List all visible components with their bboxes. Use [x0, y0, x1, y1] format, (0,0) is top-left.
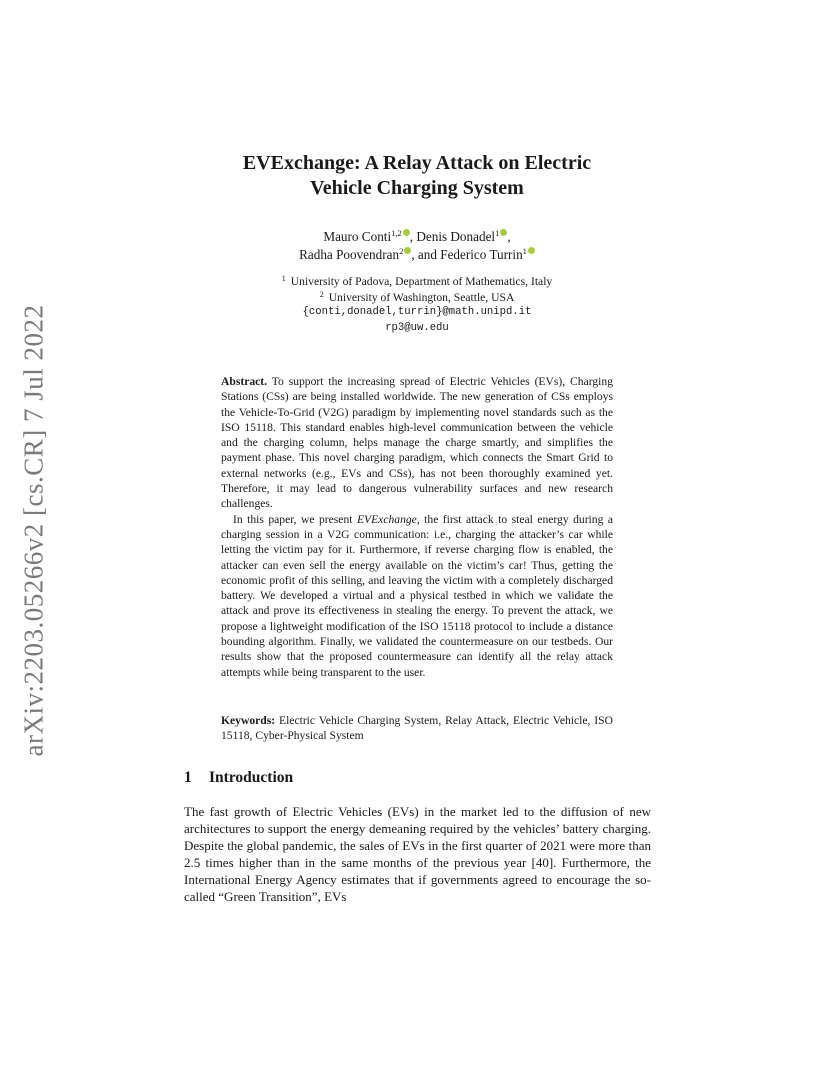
title-line-2: Vehicle Charging System	[310, 177, 524, 199]
author-list	[150, 228, 684, 264]
author-separator: ,	[507, 229, 511, 244]
abstract-paragraph-2	[221, 512, 613, 680]
affiliation-number: 1	[281, 274, 286, 283]
abstract-text: , the first attack to steal energy during a charging session in a V2G communication: i.e., charging the attacker’s car while letting the victim pay for it. Furthermore, if reverse charging flow is enabled, the attacker can even sell the energy available on the victim’s car! Thus, getting the economic profit of this selling, and leaving the victim with a completely discharged battery. We developed a virtual and a physical testbed in which we validate the attack and prove its effectiveness in stealing the energy. To prevent the attack, we propose a lightweight modification of the ISO 15118 protocol to include a distance bounding algorithm. Finally, we validated the countermeasure on our testbeds. Our results show that the proposed countermeasure can identify all the relay attack attempts while being transparent to the user.	[221, 512, 613, 679]
email-padova[interactable]: {conti,donadel,turrin}@math.unipd.it	[302, 306, 532, 318]
author-line-2	[150, 246, 684, 264]
author-name: Mauro Conti	[323, 229, 392, 244]
arxiv-identifier-text: arXiv:2203.05266v2 [cs.CR] 7 Jul 2022	[18, 304, 49, 756]
orcid-icon[interactable]	[528, 247, 535, 254]
keywords-label: Keywords:	[221, 714, 276, 727]
author-separator: ,	[411, 247, 418, 262]
paper-title	[150, 151, 684, 201]
keywords	[221, 713, 613, 744]
section-title: Introduction	[209, 769, 294, 786]
section-heading-introduction	[184, 769, 293, 787]
affiliation-2	[150, 290, 684, 306]
keywords-text: Electric Vehicle Charging System, Relay Attack, Electric Vehicle, ISO 15118, Cyber-Physical System	[221, 714, 613, 743]
author-line-1	[150, 228, 684, 246]
email-washington[interactable]: rp3@uw.edu	[385, 321, 449, 334]
arxiv-identifier-stamp	[14, 300, 54, 760]
author-affiliation-marker: 1,2	[391, 228, 402, 238]
abstract-text: To support the increasing spread of Electric Vehicles (EVs), Charging Stations (CSs) are being installed worldwide. The new generation of CSs employs the Vehicle-To-Grid (V2G) paradigm by implementing novel standards such as the ISO 15118. This standard enables high-level communication between the vehicle and the charging column, helps manage the charge smartly, and simplifies the payment phase. This novel charging paradigm, which connects the Smart Grid to external networks (e.g., EVs and CSs), has not been thoroughly examined yet. Therefore, it may lead to dangerous vulnerability surfaces and new research challenges.	[221, 375, 613, 511]
affiliation-number: 2	[319, 289, 324, 299]
affiliation-text: University of Padova, Department of Mathematics, Italy	[290, 275, 553, 288]
author-affiliation-marker: 1	[522, 246, 527, 256]
affiliation-1	[150, 274, 684, 290]
section-number: 1	[184, 769, 192, 786]
introduction-body	[184, 803, 651, 906]
author-affiliation-marker: 2	[399, 246, 404, 256]
affiliations	[150, 274, 684, 336]
affiliation-text: University of Washington, Seattle, USA	[328, 290, 515, 304]
abstract-text: In this paper, we present	[233, 512, 357, 526]
abstract	[221, 374, 613, 680]
abstract-paragraph-1	[221, 374, 613, 512]
abstract-label: Abstract.	[221, 375, 268, 388]
title-line-1: EVExchange: A Relay Attack on Electric	[242, 152, 592, 174]
body-paragraph: The fast growth of Electric Vehicles (EVs) in the market led to the diffusion of new architectures to support the energy demeaning required by the vehicles’ battery charging. Despite the global pandemic, the sales of EVs in the first quarter of 2021 were more than 2.5 times higher than in the same months of the previous year [40]. Furthermore, the International Energy Agency estimates that if governments agreed to encourage the so-called “Green Transition”, EVs	[184, 804, 651, 905]
attack-name-emphasis: EVExchange	[356, 512, 417, 526]
orcid-icon[interactable]	[403, 229, 410, 236]
author-name: Denis Donadel	[416, 229, 496, 244]
author-name: and Federico Turrin	[417, 247, 523, 262]
author-separator: ,	[409, 229, 417, 244]
author-affiliation-marker: 1	[495, 228, 500, 238]
author-name: Radha Poovendran	[299, 247, 400, 262]
